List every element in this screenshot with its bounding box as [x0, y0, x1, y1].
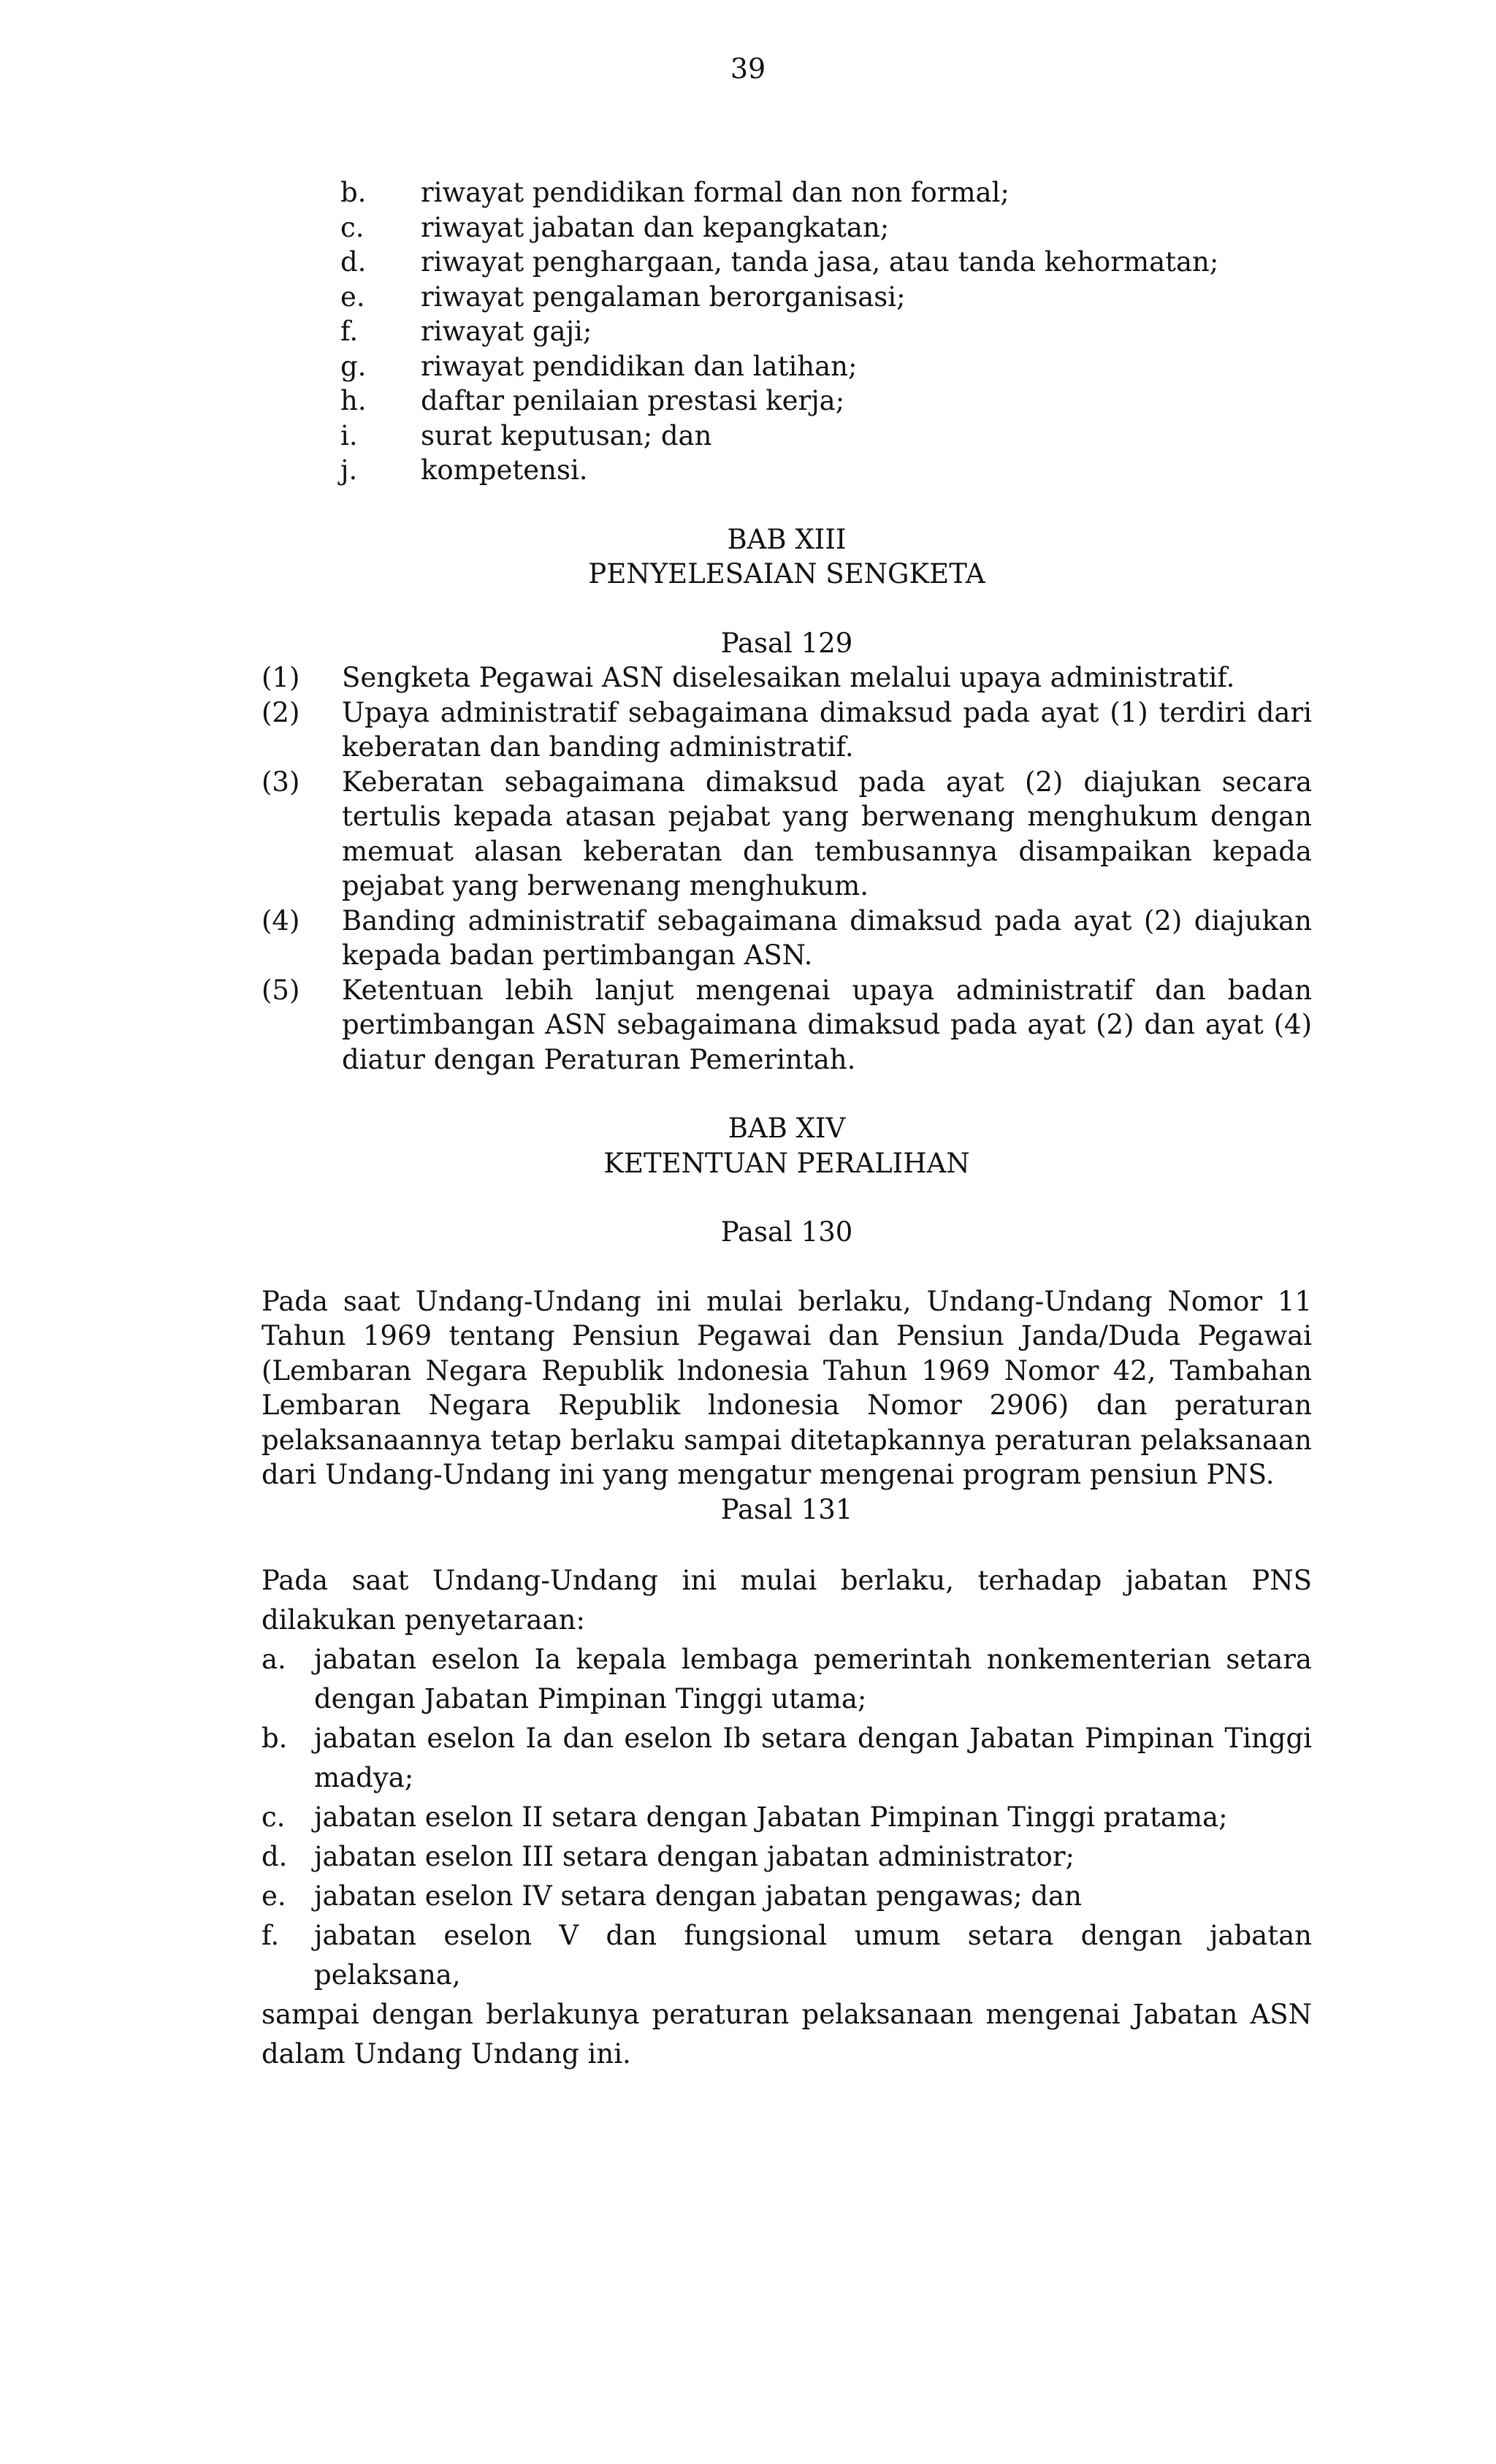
- article-intro: Pada saat Undang-Undang ini mulai berlaku, terhadap jabatan PNS dilakukan penyetaraan:: [262, 1565, 1312, 1636]
- clause-text: Keberatan sebagaimana dimaksud pada ayat (2) diajukan secara tertulis kepada atasan pejabat yang berwenang menghukum dengan memuat alasan keberatan dan tembusannya disampaikan kepada pejabat yang berwenang menghukum.: [342, 766, 1312, 901]
- chapter-title: PENYELESAIAN SENGKETA: [588, 558, 985, 590]
- list-marker: c.: [340, 211, 365, 243]
- article-clauses: [262, 660, 1312, 1077]
- article-title: Pasal 130: [720, 1216, 853, 1248]
- list-marker: b.: [262, 1723, 288, 1754]
- list-item: [262, 1916, 1312, 1995]
- article-title: Pasal 129: [720, 627, 853, 659]
- list-text: daftar penilaian prestasi kerja;: [421, 385, 845, 416]
- list-item: [340, 314, 1312, 349]
- list-marker: h.: [340, 385, 367, 416]
- list-marker: g.: [340, 350, 367, 382]
- list-text: jabatan eselon Ia dan eselon Ib setara dengan Jabatan Pimpinan Tinggi madya;: [314, 1723, 1312, 1793]
- list-marker: d.: [262, 1841, 288, 1872]
- chapter-label: BAB XIV: [728, 1113, 846, 1144]
- list-item: [262, 1719, 1312, 1798]
- chapter-label: BAB XIII: [727, 523, 847, 555]
- list-text: surat keputusan; dan: [421, 419, 712, 451]
- list-marker: j.: [340, 454, 358, 486]
- list-text: riwayat gaji;: [421, 316, 592, 347]
- list-text: riwayat pengalaman berorganisasi;: [421, 281, 906, 313]
- record-list: [340, 175, 1312, 488]
- list-item: [262, 1798, 1312, 1837]
- list-text: jabatan eselon Ia kepala lembaga pemerintah nonkementerian setara dengan Jabatan Pimpinan Tinggi utama;: [314, 1644, 1312, 1714]
- article-closing: sampai dengan berlakunya peraturan pelaksanaan mengenai Jabatan ASN dalam Undang Undang ini.: [262, 1999, 1312, 2070]
- list-marker: c.: [262, 1801, 286, 1833]
- list-marker: a.: [262, 1644, 286, 1675]
- list-marker: i.: [340, 419, 358, 451]
- list-marker: f.: [262, 1920, 280, 1951]
- clause-item: [262, 695, 1312, 765]
- clause-text: Upaya administratif sebagaimana dimaksud pada ayat (1) terdiri dari keberatan dan banding administratif.: [342, 696, 1312, 763]
- list-item: [262, 1877, 1312, 1916]
- equivalence-list: [262, 1640, 1312, 1995]
- list-item: [340, 280, 1312, 315]
- list-item: [340, 210, 1312, 245]
- list-item: [340, 245, 1312, 280]
- clause-number: (2): [262, 696, 300, 728]
- list-marker: e.: [340, 281, 365, 313]
- list-text: jabatan eselon II setara dengan Jabatan Pimpinan Tinggi pratama;: [314, 1801, 1228, 1833]
- clause-text: Ketentuan lebih lanjut mengenai upaya administratif dan badan pertimbangan ASN sebagaimana dimaksud pada ayat (2) dan ayat (4) diatur dengan Peraturan Pemerintah.: [342, 974, 1312, 1075]
- clause-number: (4): [262, 904, 300, 937]
- clause-item: [262, 904, 1312, 973]
- clause-text: Sengketa Pegawai ASN diselesaikan melalui upaya administratif.: [342, 662, 1235, 693]
- list-item: [340, 453, 1312, 488]
- clause-item: [262, 660, 1312, 695]
- page-number: 39: [730, 53, 766, 85]
- clause-number: (5): [262, 974, 300, 1006]
- list-text: jabatan eselon IV setara dengan jabatan pengawas; dan: [314, 1880, 1082, 1912]
- list-text: riwayat pendidikan dan latihan;: [421, 350, 858, 382]
- list-text: jabatan eselon III setara dengan jabatan administrator;: [314, 1841, 1075, 1872]
- list-text: riwayat pendidikan formal dan non formal;: [421, 177, 1010, 208]
- list-marker: e.: [262, 1880, 286, 1912]
- clause-number: (1): [262, 662, 300, 693]
- article-title: Pasal 131: [720, 1493, 853, 1525]
- list-item: [340, 419, 1312, 454]
- list-text: riwayat jabatan dan kepangkatan;: [421, 211, 890, 243]
- chapter-title: KETENTUAN PERALIHAN: [603, 1147, 970, 1179]
- page-content: [262, 175, 1312, 2074]
- list-item: [340, 349, 1312, 384]
- list-text: jabatan eselon V dan fungsional umum setara dengan jabatan pelaksana,: [314, 1920, 1312, 1991]
- clause-item: [262, 765, 1312, 904]
- list-text: riwayat penghargaan, tanda jasa, atau tanda kehormatan;: [421, 246, 1219, 278]
- clause-number: (3): [262, 766, 300, 798]
- list-item: [262, 1837, 1312, 1877]
- list-text: kompetensi.: [421, 454, 588, 486]
- article-paragraph: Pada saat Undang-Undang ini mulai berlaku, Undang-Undang Nomor 11 Tahun 1969 tentang Pensiun Pegawai dan Pensiun Janda/Duda Pegawai (Lembaran Negara Republik lndonesia Tahun 1969 Nomor 42, Tambahan Lembaran Negara Republik lndonesia Nomor 2906) dan peraturan pelaksanaannya tetap berlaku sampai ditetapkannya peraturan pelaksanaan dari Undang-Undang ini yang mengatur mengenai program pensiun PNS.: [262, 1285, 1312, 1490]
- list-marker: b.: [340, 177, 367, 208]
- list-item: [340, 384, 1312, 419]
- list-item: [262, 1640, 1312, 1719]
- clause-item: [262, 973, 1312, 1077]
- clause-text: Banding administratif sebagaimana dimaksud pada ayat (2) diajukan kepada badan pertimbangan ASN.: [342, 904, 1312, 971]
- list-marker: f.: [340, 316, 359, 347]
- list-marker: d.: [340, 246, 367, 278]
- list-item: [340, 175, 1312, 210]
